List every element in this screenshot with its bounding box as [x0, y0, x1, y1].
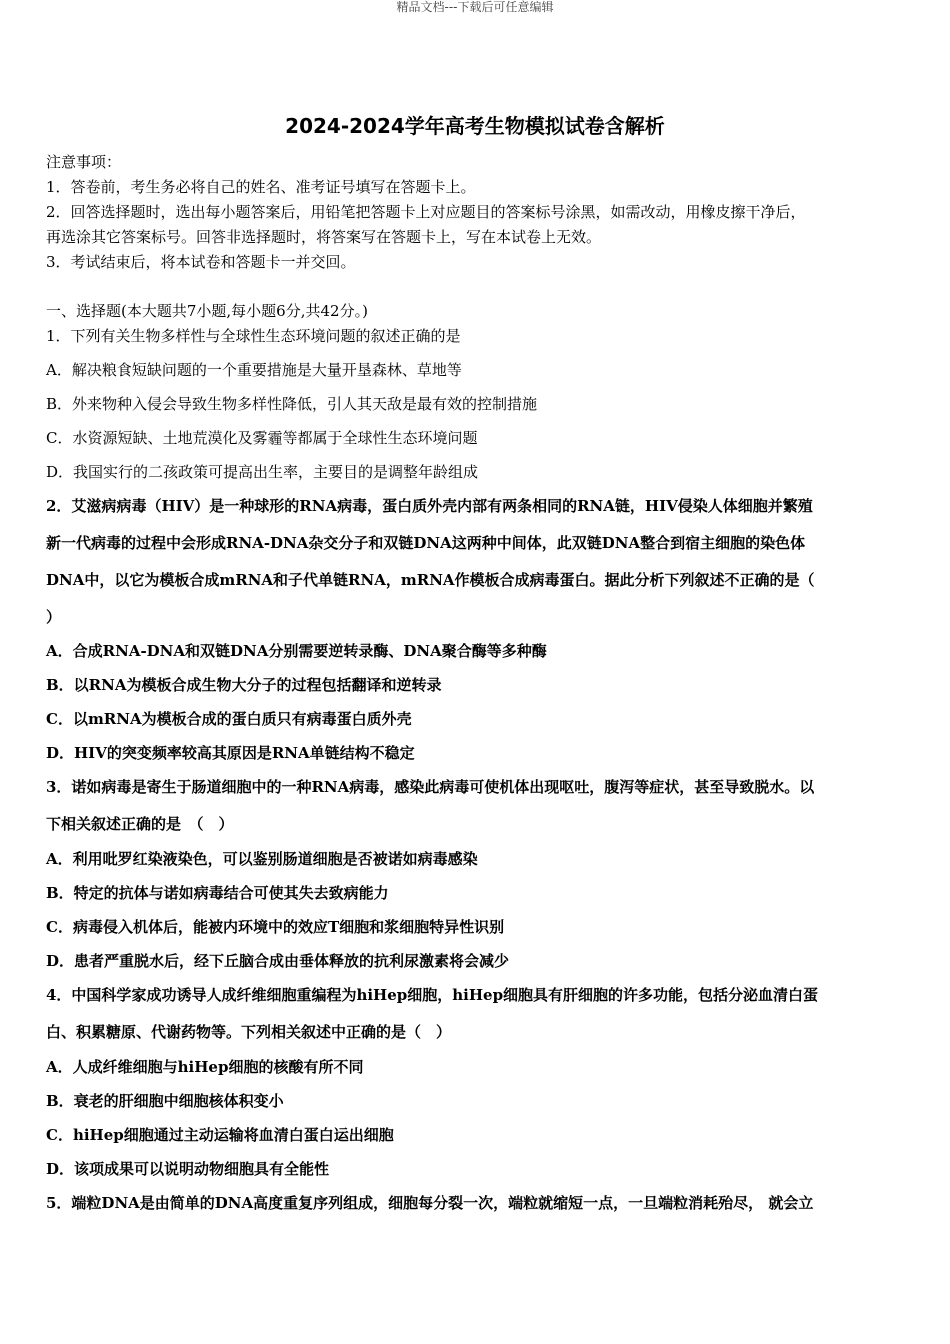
answer-option: D．我国实行的二孩政策可提高出生率，主要目的是调整年龄组成: [46, 463, 479, 481]
question-stem: 下相关叙述正确的是 （ ）: [46, 815, 234, 833]
answer-option: C．以mRNA为模板合成的蛋白质只有病毒蛋白质外壳: [46, 710, 412, 728]
page-header: 精品文档---下载后可任意编辑: [396, 0, 554, 14]
answer-option: B．特定的抗体与诺如病毒结合可使其失去致病能力: [46, 884, 389, 902]
answer-option: A．解决粮食短缺问题的一个重要措施是大量开垦森林、草地等: [46, 361, 462, 379]
question-stem: DNA中，以它为模板合成mRNA和子代单链RNA，mRNA作模板合成病毒蛋白。据此分析下列叙述不正确的是（: [46, 571, 815, 589]
answer-option: D．该项成果可以说明动物细胞具有全能性: [46, 1160, 330, 1178]
question-stem: 3．诺如病毒是寄生于肠道细胞中的一种RNA病毒，感染此病毒可使机体出现呕吐，腹泻等症状，甚至导致脱水。以: [46, 778, 815, 796]
answer-option: A．人成纤维细胞与hiHep细胞的核酸有所不同: [46, 1058, 364, 1076]
answer-option: B．衰老的肝细胞中细胞核体积变小: [46, 1092, 284, 1110]
question-stem: 新一代病毒的过程中会形成RNA-DNA杂交分子和双链DNA这两种中间体，此双链DNA整合到宿主细胞的染色体: [46, 534, 806, 552]
answer-option: A．合成RNA-DNA和双链DNA分别需要逆转录酶、DNA聚合酶等多种酶: [46, 642, 547, 660]
notice-item: 3．考试结束后，将本试卷和答题卡一并交回。: [46, 253, 356, 271]
notice-item: 1．答卷前，考生务必将自己的姓名、准考证号填写在答题卡上。: [46, 178, 476, 196]
answer-option: D．HIV的突变频率较高其原因是RNA单链结构不稳定: [46, 744, 415, 762]
question-stem: ）: [46, 608, 62, 626]
question-stem: 1．下列有关生物多样性与全球性生态环境问题的叙述正确的是: [46, 327, 461, 345]
answer-option: B．外来物种入侵会导致生物多样性降低，引人其天敌是最有效的控制措施: [46, 395, 538, 413]
answer-option: B．以RNA为模板合成生物大分子的过程包括翻译和逆转录: [46, 676, 442, 694]
question-stem: 白、积累糖原、代谢药物等。下列相关叙述中正确的是（ ）: [46, 1023, 452, 1041]
section-heading: 一、选择题(本大题共7小题,每小题6分,共42分。): [46, 302, 368, 320]
question-stem: 4．中国科学家成功诱导人成纤维细胞重编程为hiHep细胞，hiHep细胞具有肝细胞的许多功能，包括分泌血清白蛋: [46, 986, 819, 1004]
question-stem: 2．艾滋病病毒（HIV）是一种球形的RNA病毒，蛋白质外壳内部有两条相同的RNA链，HIV侵染人体细胞并繁殖: [46, 497, 813, 515]
question-stem: 5．端粒DNA是由简单的DNA高度重复序列组成，细胞每分裂一次，端粒就缩短一点，一旦端粒消耗殆尽， 就会立: [46, 1194, 814, 1212]
answer-option: C．水资源短缺、土地荒漠化及雾霾等都属于全球性生态环境问题: [46, 429, 478, 447]
notice-item: 再选涂其它答案标号。回答非选择题时，将答案写在答题卡上，写在本试卷上无效。: [46, 228, 602, 246]
answer-option: C．hiHep细胞通过主动运输将血清白蛋白运出细胞: [46, 1126, 394, 1144]
notice-item: 2．回答选择题时，选出每小题答案后，用铅笔把答题卡上对应题目的答案标号涂黑，如需改动，用橡皮擦干净后，: [46, 203, 806, 221]
notice-heading: 注意事项：: [46, 153, 122, 171]
answer-option: A．利用吡罗红染液染色，可以鉴别肠道细胞是否被诺如病毒感染: [46, 850, 478, 868]
page-title: 2024-2024学年高考生物模拟试卷含解析: [285, 114, 665, 138]
answer-option: C．病毒侵入机体后，能被内环境中的效应T细胞和浆细胞特异性识别: [46, 918, 505, 936]
answer-option: D．患者严重脱水后，经下丘脑合成由垂体释放的抗利尿激素将会减少: [46, 952, 510, 970]
